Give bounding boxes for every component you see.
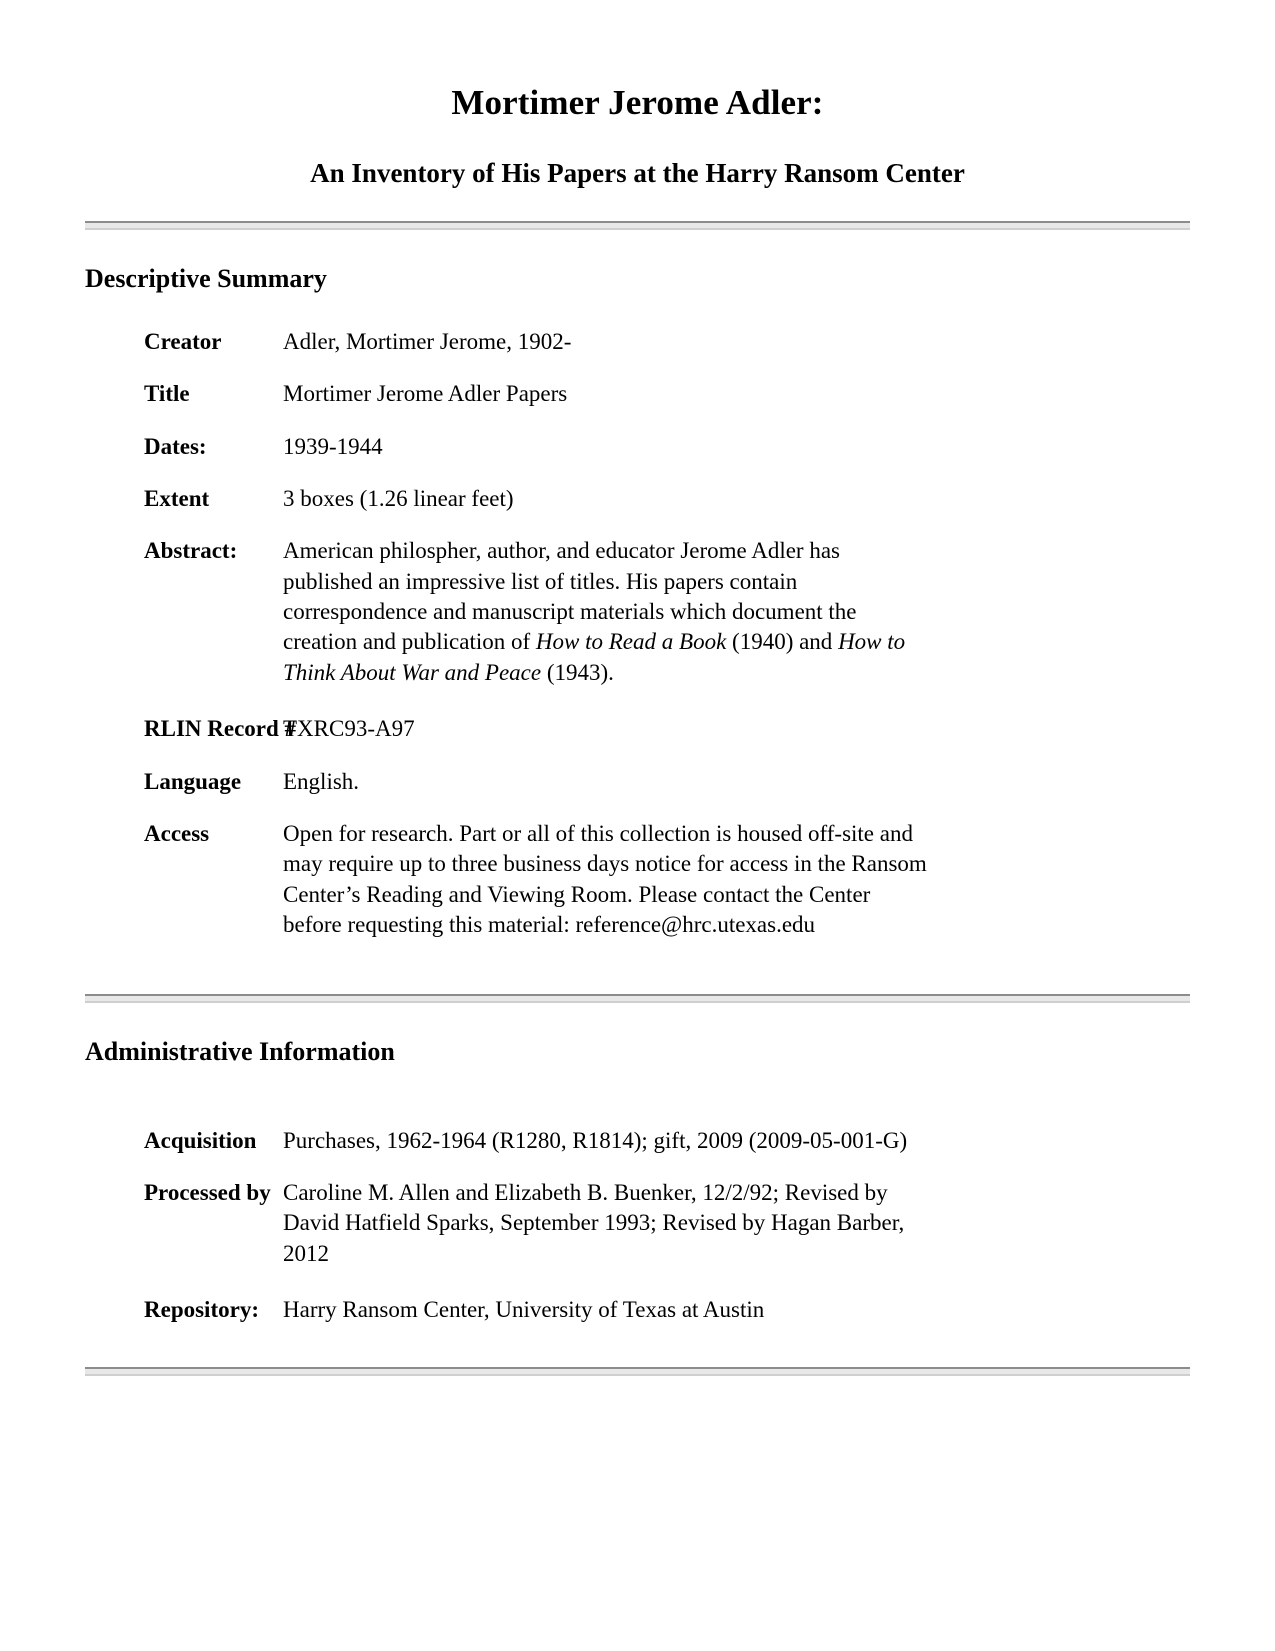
field-value-extent: 3 boxes (1.26 linear feet): [283, 486, 514, 512]
abstract-line-5-post: (1943).: [541, 659, 614, 685]
page-subtitle: An Inventory of His Papers at the Harry Ransom Center: [310, 158, 965, 188]
access-line-4-contact-email: before requesting this material: reference@hrc.utexas.edu: [283, 911, 816, 937]
access-line-3: Center’s Reading and Viewing Room. Please contact the Center: [283, 881, 871, 907]
processed-by-line-1: Caroline M. Allen and Elizabeth B. Buenker, 12/2/92; Revised by: [283, 1179, 888, 1205]
processed-by-line-2: David Hatfield Sparks, September 1993; Revised by Hagan Barber,: [283, 1210, 905, 1236]
field-value-acquisition: Purchases, 1962-1964 (R1280, R1814); gift, 2009 (2009-05-001-G): [283, 1127, 908, 1153]
field-label-language: Language: [144, 768, 242, 794]
section-heading-administrative-information: Administrative Information: [85, 1037, 395, 1067]
page-title: Mortimer Jerome Adler:: [451, 83, 824, 122]
field-value-abstract: [283, 536, 1003, 688]
processed-by-line-3: 2012: [283, 1240, 329, 1266]
field-value-language: English.: [283, 768, 360, 794]
field-value-title: Mortimer Jerome Adler Papers: [283, 381, 568, 407]
field-label-rlin-record: RLIN Record #: [144, 716, 297, 742]
field-label-creator: Creator: [144, 328, 222, 354]
section-heading-descriptive-summary: Descriptive Summary: [85, 263, 327, 293]
abstract-line-5: [283, 658, 1003, 688]
abstract-line-4: [283, 627, 1003, 657]
field-row-processed-by: [85, 1178, 1190, 1269]
abstract-line-3: correspondence and manuscript materials which document the: [283, 599, 857, 625]
field-row-creator: [85, 327, 1190, 357]
book-title-how-to-read-a-book: How to Read a Book: [535, 629, 727, 655]
field-label-title: Title: [144, 381, 190, 407]
field-value-repository: Harry Ransom Center, University of Texas at Austin: [283, 1296, 765, 1322]
access-line-1: Open for research. Part or all of this collection is housed off-site and: [283, 820, 913, 846]
field-row-dates: [85, 432, 1190, 462]
divider-rule-bottom: [85, 1367, 1190, 1376]
field-label-extent: Extent: [144, 486, 210, 512]
field-row-repository: [85, 1295, 1190, 1325]
field-row-acquisition: [85, 1126, 1190, 1156]
book-title-how-to-think-part2: Think About War and Peace: [283, 659, 542, 685]
field-value-processed-by: [283, 1178, 1003, 1269]
field-value-access: [283, 819, 1003, 940]
field-label-dates: Dates:: [144, 433, 207, 459]
field-row-abstract: [85, 536, 1190, 688]
field-row-extent: [85, 484, 1190, 514]
access-line-2: may require up to three business days notice for access in the Ransom: [283, 851, 927, 877]
abstract-line-4-text: creation and publication of: [283, 629, 536, 655]
administrative-information-list: [85, 1068, 1190, 1326]
descriptive-summary-list: [85, 294, 1190, 940]
field-label-acquisition: Acquisition: [144, 1127, 257, 1153]
field-value-dates: 1939-1944: [283, 433, 383, 459]
field-value-rlin-record: TXRC93-A97: [283, 716, 415, 742]
field-row-language: [85, 767, 1190, 797]
divider-rule-top: [85, 221, 1190, 230]
field-value-creator: Adler, Mortimer Jerome, 1902-: [283, 328, 572, 354]
abstract-line-2: published an impressive list of titles. His papers contain: [283, 568, 798, 594]
field-row-title: [85, 379, 1190, 409]
abstract-line-4-mid: (1940) and: [726, 629, 839, 655]
field-label-processed-by: Processed by: [144, 1179, 271, 1205]
field-row-rlin-record: [85, 714, 1190, 744]
field-label-abstract: Abstract:: [144, 538, 238, 564]
book-title-how-to-think-part1: How to: [838, 629, 906, 655]
field-label-repository: Repository:: [144, 1296, 259, 1322]
divider-rule-middle: [85, 994, 1190, 1003]
abstract-line-1: American philospher, author, and educator Jerome Adler has: [283, 538, 840, 564]
field-row-access: [85, 819, 1190, 940]
field-label-access: Access: [144, 820, 210, 846]
